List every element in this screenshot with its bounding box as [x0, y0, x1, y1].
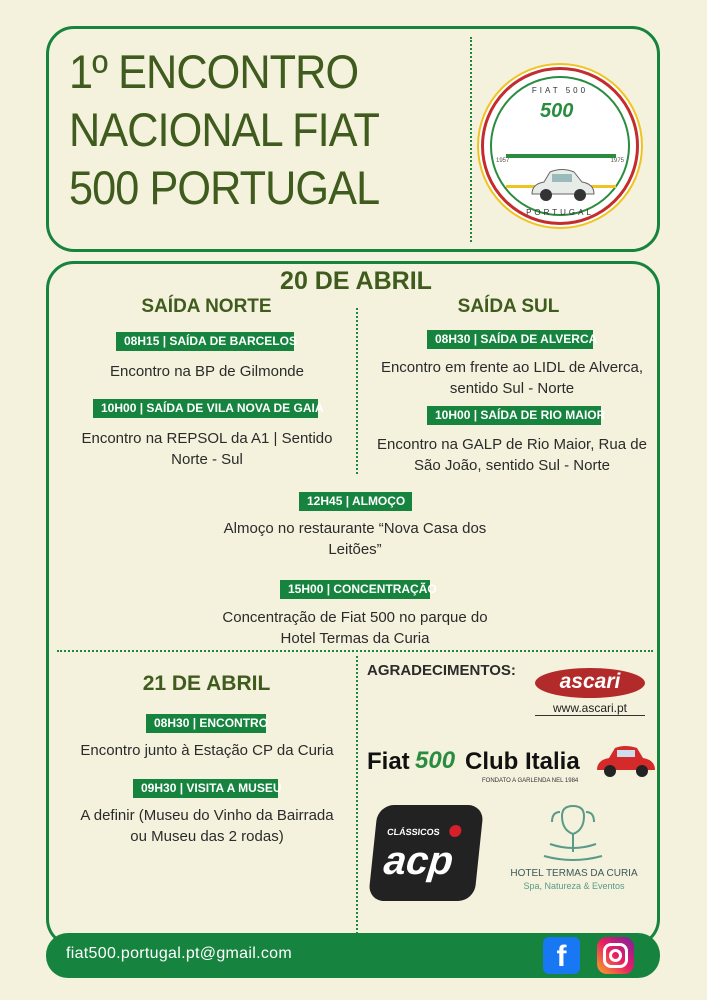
desc-meetup: [57, 740, 357, 761]
desc-gathering: [199, 607, 511, 649]
acp-name: acp: [381, 839, 456, 883]
club-mark: 500: [415, 747, 456, 774]
day-divider: [57, 650, 653, 652]
title-line-2: NACIONAL FIAT: [69, 103, 379, 156]
header-panel: [46, 26, 660, 252]
day1-title: 20 DE ABRIL: [280, 267, 432, 295]
acp-classicos-logo: [368, 805, 484, 901]
thanks-title: AGRADECIMENTOS:: [367, 662, 516, 679]
footer-bar: [46, 933, 660, 978]
badge-rio-maior: 10H00 | SAÍDA DE RIO MAIOR: [427, 406, 601, 425]
desc-rio-maior: [367, 434, 657, 476]
ascari-url: www.ascari.pt: [535, 701, 645, 716]
desc-line: Almoço no restaurante “Nova Casa dos: [223, 520, 487, 537]
desc-museum: [57, 805, 357, 847]
title-line-3: 500 PORTUGAL: [69, 161, 380, 214]
contact-email[interactable]: fiat500.portugal.pt@gmail.com: [66, 945, 292, 962]
desc-line: Hotel Termas da Curia: [280, 630, 430, 647]
desc-alverca: [367, 357, 657, 399]
page-title: [69, 43, 432, 217]
club-name-b: Club Italia: [465, 748, 580, 775]
header-divider: [470, 37, 472, 242]
desc-line: Encontro em frente ao LIDL de Alverca,: [380, 359, 644, 376]
desc-line: Encontro na REPSOL da A1 | Sentido: [81, 430, 333, 447]
hotel-tagline: Spa, Natureza & Eventos: [523, 881, 625, 891]
desc-gaia: [57, 428, 357, 470]
schedule-panel: [46, 261, 660, 947]
day2-title: 21 DE ABRIL: [142, 672, 271, 695]
acp-top: CLÁSSICOS: [386, 827, 441, 837]
logo-mark: 500: [540, 100, 574, 122]
desc-line: Leitões”: [328, 541, 382, 558]
fiat500-portugal-logo: [481, 67, 639, 225]
logo-year-left: 1957: [496, 158, 510, 164]
desc-barcelos: [57, 361, 357, 382]
fiat500-club-italia-logo: [367, 748, 657, 793]
club-tagline: FONDATO A GARLENDA NEL 1984: [482, 778, 579, 784]
ascari-logo: [535, 668, 645, 716]
desc-line: Norte - Sul: [171, 451, 243, 468]
badge-barcelos: 08H15 | SAÍDA DE BARCELOS: [116, 332, 294, 351]
desc-line: Encontro na GALP de Rio Maior, Rua de: [377, 436, 647, 453]
logo-bottom-text: PORTUGAL: [526, 208, 594, 217]
desc-line: Concentração de Fiat 500 no parque do: [222, 609, 488, 626]
day2-divider: [356, 656, 358, 946]
club-name-a: Fiat: [367, 748, 410, 775]
badge-gathering: 15H00 | CONCENTRAÇÃO: [280, 580, 430, 599]
south-title: SAÍDA SUL: [457, 296, 560, 317]
car-icon: [526, 166, 598, 204]
badge-gaia: 10H00 | SAÍDA DE VILA NOVA DE GAIA: [93, 399, 318, 418]
fountain-icon: [540, 800, 606, 864]
desc-line: A definir (Museu do Vinho da Bairrada: [80, 807, 334, 824]
badge-meetup: 08H30 | ENCONTRO: [146, 714, 266, 733]
logo-top-text: FIAT 500: [531, 86, 589, 95]
badge-lunch: 12H45 | ALMOÇO: [299, 492, 412, 511]
desc-line: sentido Sul - Norte: [449, 380, 575, 397]
desc-line: Encontro na BP de Gilmonde: [109, 363, 304, 380]
hotel-name: HOTEL TERMAS DA CURIA: [510, 868, 638, 879]
ascari-name: ascari: [535, 668, 645, 698]
north-title: SAÍDA NORTE: [141, 296, 272, 317]
desc-lunch: [199, 518, 511, 560]
logo-year-right: 1975: [610, 158, 624, 164]
facebook-icon[interactable]: f: [543, 937, 580, 974]
badge-museum: 09H30 | VISITA A MUSEU: [133, 779, 278, 798]
desc-line: ou Museu das 2 rodas): [130, 828, 284, 845]
badge-alverca: 08H30 | SAÍDA DE ALVERCA: [427, 330, 593, 349]
title-line-1: 1º ENCONTRO: [69, 45, 359, 98]
instagram-icon[interactable]: [597, 937, 634, 974]
desc-line: São João, sentido Sul - Norte: [414, 457, 610, 474]
desc-line: Encontro junto à Estação CP da Curia: [80, 742, 334, 759]
red-car-icon: [593, 744, 657, 780]
hotel-termas-curia-logo: [504, 800, 644, 900]
